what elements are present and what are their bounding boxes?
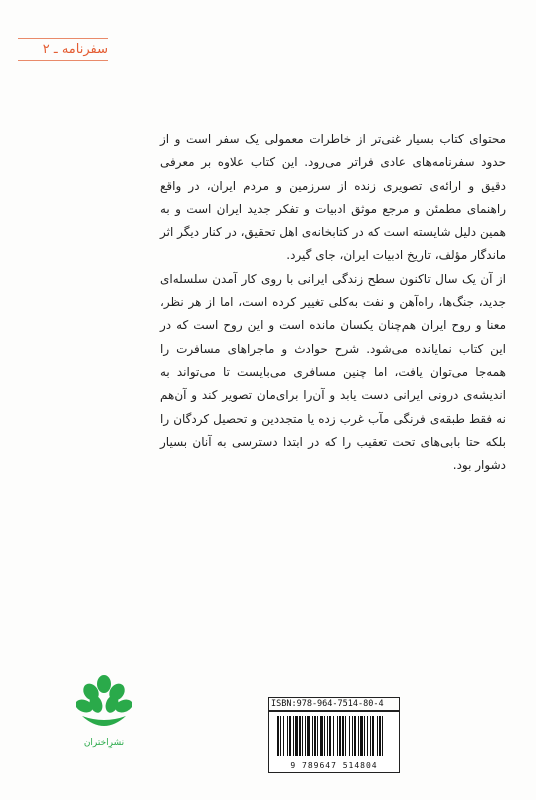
series-label: سفرنامه ـ ۲: [42, 42, 108, 57]
publisher-logo-icon: [76, 674, 132, 736]
barcode-bars: [269, 712, 399, 760]
blurb-text: [160, 128, 506, 477]
series-rule-bottom: [18, 60, 108, 61]
isbn-label: ISBN:978-964-7514-80-4: [268, 697, 400, 711]
publisher-name: نشرِاختران: [83, 738, 125, 748]
series-rule-top: [18, 38, 108, 39]
barcode-digits: 9 789647 514804: [290, 761, 378, 770]
blurb-paragraph-1: محتوای کتاب بسیار غنی‌تر از خاطرات معمولی یک سفر است و از حدود سفرنامه‌های عادی فراتر می‌رود. این کتاب علاوه بر معرفی دقیق و ارائه‌ی تصویری زنده از سرزمین و مردم ایران، در واقع راهنمای مطمئن و مرجع موثق ادبیات و تفکر جدید ایران است و به همین دلیل شایسته است که در کتابخانه‌ی اهل تحقیق، در کنار دیگر اثر ماندگار مؤلف، تاریخ ادبیات ایران، جای گیرد.: [160, 132, 506, 263]
blurb-paragraph-2: از آن یک سال تاکنون سطح زندگی ایرانی با روی کار آمدن سلسله‌ای جدید، جنگ‌ها، راه‌آهن و نفت به‌کلی تغییر کرده است، اما از هر نظر، معنا و روح ایران هم‌چنان یکسان مانده است و این روح است که در این کتاب نمایانده می‌شود. شرح حوادث و ماجراهای مسافرت را همه‌جا می‌توان یافت، اما چنین مسافری می‌بایست تا می‌تواند به اندیشه‌ی درونی ایرانی دست یابد و آن‌را برای‌مان تصویر کند و آن‌هم نه فقط طبقه‌ی فرنگی مآب غرب زده یا متجددین و تحصیل کردگان را بلکه حتا بابی‌های تحت تعقیب را که در ابتدا دسترسی به آنان بسیار دشوار بود.: [160, 271, 506, 473]
